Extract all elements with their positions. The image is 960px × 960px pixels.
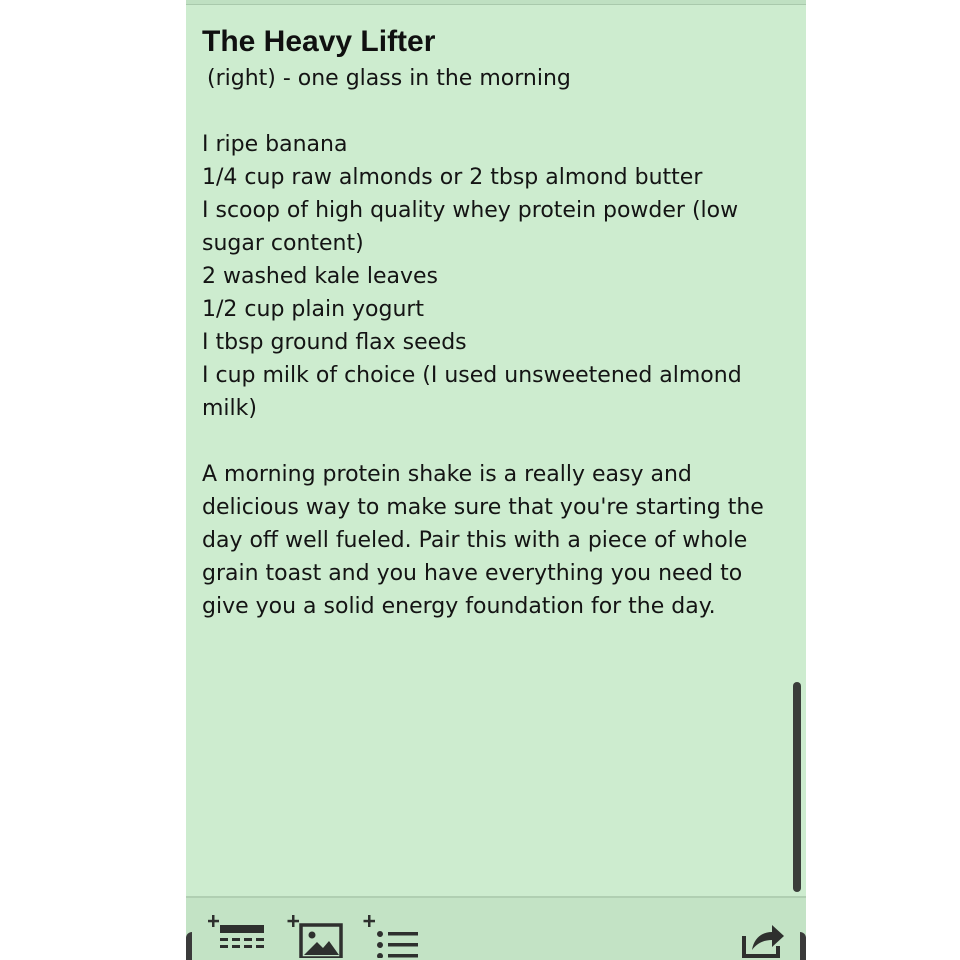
ingredient-item[interactable]: 1/2 cup plain yogurt [202,297,425,322]
bottom-toolbar [186,896,806,960]
add-separator-button[interactable] [208,914,266,958]
blank-line [202,425,792,458]
add-separator-icon [208,914,266,958]
device-corner-right [800,932,806,960]
add-checklist-button[interactable] [362,914,422,958]
ingredient-item[interactable]: I cup milk of choice (I used unsweetened almond milk) [202,363,742,421]
note-subtitle[interactable]: (right) - one glass in the morning [207,66,571,91]
ingredient-item[interactable]: I scoop of high quality whey protein powder (low sugar content) [202,198,739,256]
note-screen [186,0,806,960]
note-title[interactable]: The Heavy Lifter [202,25,436,58]
ingredient-item[interactable]: 2 washed kale leaves [202,264,438,289]
device-corner-left [186,932,192,960]
add-image-button[interactable] [286,914,346,958]
scrollbar[interactable] [793,682,801,892]
note-body[interactable] [202,22,792,623]
ingredient-item[interactable]: I tbsp ground flax seeds [202,330,467,355]
ingredient-item[interactable]: 1/4 cup raw almonds or 2 tbsp almond butter [202,165,703,190]
share-icon [738,914,788,958]
share-button[interactable] [738,914,788,958]
ingredient-item[interactable]: I ripe banana [202,132,348,157]
blank-line [202,95,792,128]
note-description[interactable]: A morning protein shake is a really easy and delicious way to make sure that you're starting the day off well fueled. Pair this with a piece of whole grain toast and you have everything you need to give you a solid energy foundation for the day. [202,462,764,619]
add-image-icon [286,914,346,958]
top-edge [186,0,806,5]
add-checklist-icon [362,914,422,958]
ingredient-list [202,128,792,425]
